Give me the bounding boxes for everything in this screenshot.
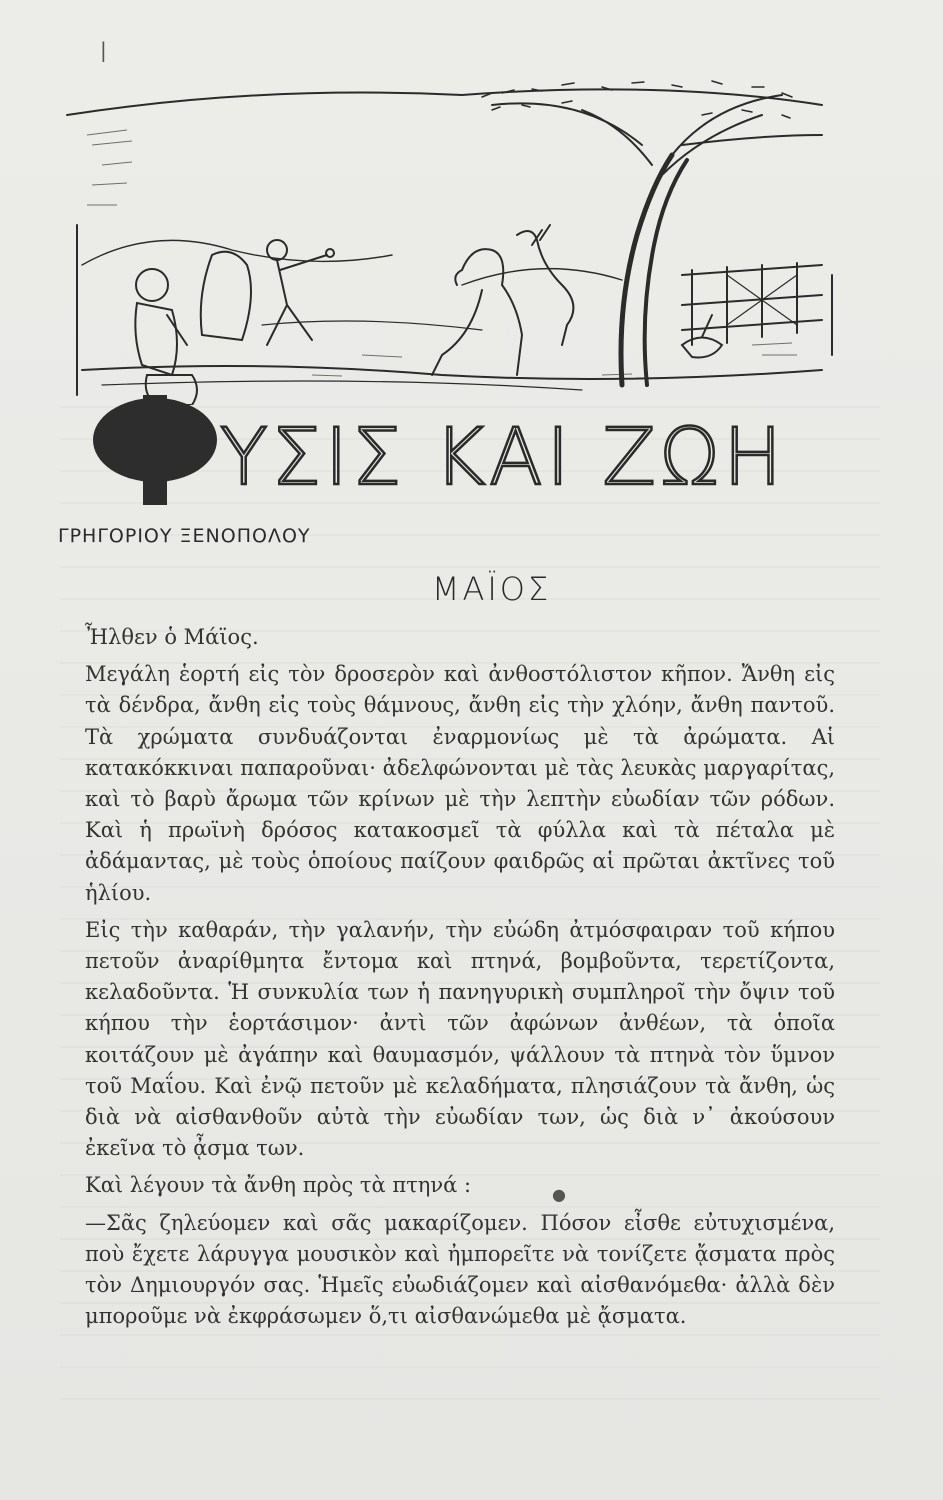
phi-letter-graphic (85, 395, 225, 505)
series-title: ΥΣΙΣ ΚΑΙ ΖΩΗ (220, 413, 787, 503)
author-name: ΓΡΗΓΟΡΙΟΥ ΞΕΝΟΠΟΛΟΥ (58, 525, 311, 547)
paragraph: Ἦλθεν ὁ Μάϊος. (85, 625, 259, 649)
paragraph: —Σᾶς ζηλεύομεν καὶ σᾶς μακαρίζομεν. Πόσον εἶσθε εὐτυχισμένα, ποὺ ἔχετε λάρυγγα μουσικὸν καὶ ἠμπορεῖτε νὰ τονίζετε ᾄσματα πρὸς τὸν Δημιουργόν σας. Ἡμεῖς εὐωδιάζομεν καὶ αἰσθανόμεθα· ἀλλὰ δὲν μποροῦμε νὰ ἐκφράσωμεν ὅ,τι αἰσθανώμεθα μὲ ᾄσματα. (85, 1210, 835, 1329)
series-title-block (85, 395, 785, 505)
margin-mark: | (100, 38, 107, 62)
stray-dot: ● (552, 1185, 566, 1204)
paragraph: Καὶ λέγουν τὰ ἄνθη πρὸς τὰ πτηνά : (85, 1173, 472, 1198)
article-title: ΜΑΪΟΣ (431, 570, 552, 608)
header-illustration (62, 75, 842, 405)
article-body (85, 622, 835, 1338)
paragraph: Μεγάλη ἑορτή εἰς τὸν δροσερὸν καὶ ἀνθοστόλιστον κῆπον. Ἄνθη εἰς τὰ δένδρα, ἄνθη εἰς τοὺς θάμνους, ἄνθη εἰς τὴν χλόην, ἄνθη παντοῦ. Τὰ χρώματα συνδυάζονται ἐναρμονίως μὲ τὰ ἀρώματα. Αἱ κατακόκκιναι παπαροῦναι· ἀδελφώνονται μὲ τὰς λευκὰς μαργαρίτας, καὶ τὸ βαρὺ ἄρωμα τῶν κρίνων μὲ τὴν λεπτὴν εὐωδίαν τῶν ρόδων. Καὶ ἡ πρωϊνὴ δρόσος κατακοσμεῖ τὰ φύλλα καὶ τὰ πέταλα μὲ ἀδάμαντας, μὲ τοὺς ὁποίους παίζουν φαιδρῶς αἱ πρῶται ἀκτῖνες τοῦ ἡλίου. (85, 662, 835, 905)
paragraph: Εἰς τὴν καθαράν, τὴν γαλανήν, τὴν εὐώδη ἀτμόσφαιραν τοῦ κήπου πετοῦν ἀναρίθμητα ἔντομα καὶ πτηνά, βομβοῦντα, τερετίζοντα, κελαδοῦντα. Ἡ συνκυλία των ἡ πανηγυρικὴ συμπληροῖ τὴν ὄψιν τοῦ κήπου τὴν ἑορτάσιμον· ἀντὶ τῶν ἀφώνων ἀνθέων, τὰ ὁποῖα κοιτάζουν μὲ ἀγάπην καὶ θαυμασμόν, ψάλλουν τὰ πτηνὰ τὸν ὕμνον τοῦ Μαΐου. Καὶ ἐνῷ πετοῦν μὲ κελαδήματα, πλησιάζουν τὰ ἄνθη, ὡς διὰ νὰ αἰσθανθοῦν αὐτὰ τὴν εὐωδίαν των, ὡς διὰ ν᾽ ἀκούσουν ἐκεῖνα τὸ ᾆσμα των. (85, 917, 835, 1161)
